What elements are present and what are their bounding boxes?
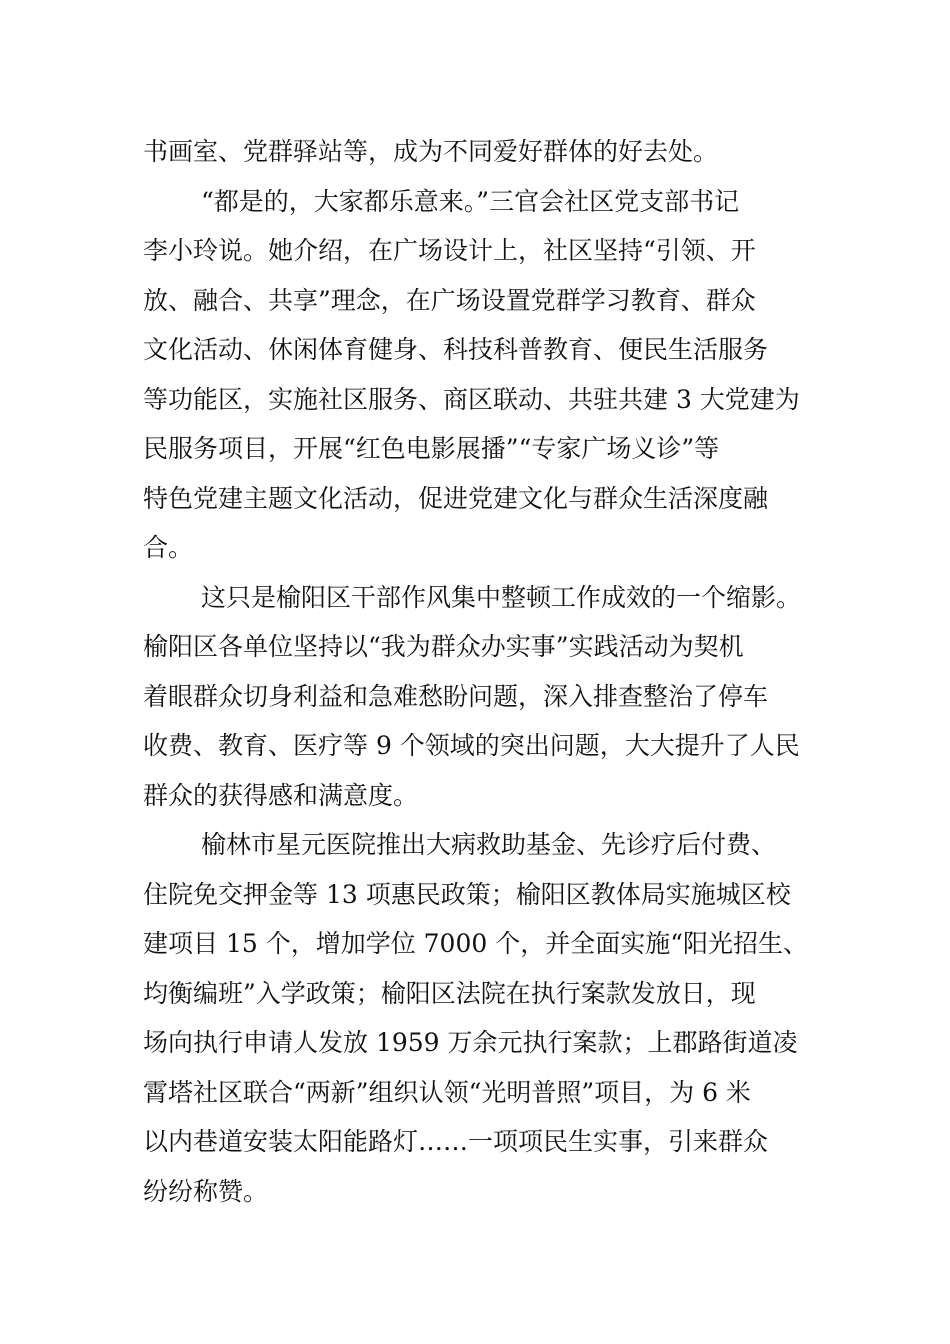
text-line: 建项目 15 个，增加学位 7000 个，并全面实施“阳光招生、: [143, 929, 809, 958]
text-line: 特色党建主题文化活动，促进党建文化与群众生活深度融: [143, 483, 769, 513]
text-line: 住院免交押金等 13 项惠民政策；榆阳区教体局实施城区校: [143, 879, 791, 909]
text-line: 放、融合、共享”理念，在广场设置党群学习教育、群众: [143, 285, 756, 315]
text-line: 李小玲说。她介绍，在广场设计上，社区坚持“引领、开: [143, 236, 756, 265]
article-body: [143, 127, 813, 1216]
paragraph-start-line: 这只是榆阳区干部作风集中整顿工作成效的一个缩影。: [201, 582, 802, 612]
text-line: 均衡编班”入学政策；榆阳区法院在执行案款发放日，现: [143, 978, 756, 1008]
text-line: 纷纷称赞。: [143, 1176, 269, 1206]
text-line: 场向执行申请人发放 1959 万余元执行案款；上郡路街道凌: [143, 1028, 798, 1057]
text-line: 群众的获得感和满意度。: [143, 780, 419, 810]
text-line: 文化活动、休闲体育健身、科技科普教育、便民生活服务: [143, 335, 769, 364]
text-line: 合。: [143, 533, 194, 562]
text-line: 收费、教育、医疗等 9 个领域的突出问题，大大提升了人民: [143, 731, 800, 760]
text-line: 榆阳区各单位坚持以“我为群众办实事”实践活动为契机: [143, 632, 744, 661]
text-line: 书画室、党群驿站等，成为不同爱好群体的好去处。: [143, 137, 719, 166]
text-line: 霄塔社区联合“两新”组织认领“光明普照”项目，为 6 米: [143, 1077, 751, 1107]
text-line: 着眼群众切身利益和急难愁盼问题，深入排查整治了停车: [143, 681, 769, 711]
text-line: 民服务项目，开展“红色电影展播”“专家广场义诊”等: [143, 434, 720, 463]
paragraph-start-line: 榆林市星元医院推出大病救助基金、先诊疗后付费、: [201, 830, 777, 859]
text-line: 等功能区，实施社区服务、商区联动、共驻共建 3 大党建为: [143, 384, 800, 414]
text-line: 以内巷道安装太阳能路灯……一项项民生实事，引来群众: [143, 1127, 769, 1156]
paragraph-start-line: “都是的，大家都乐意来。”三官会社区党支部书记: [201, 186, 740, 216]
